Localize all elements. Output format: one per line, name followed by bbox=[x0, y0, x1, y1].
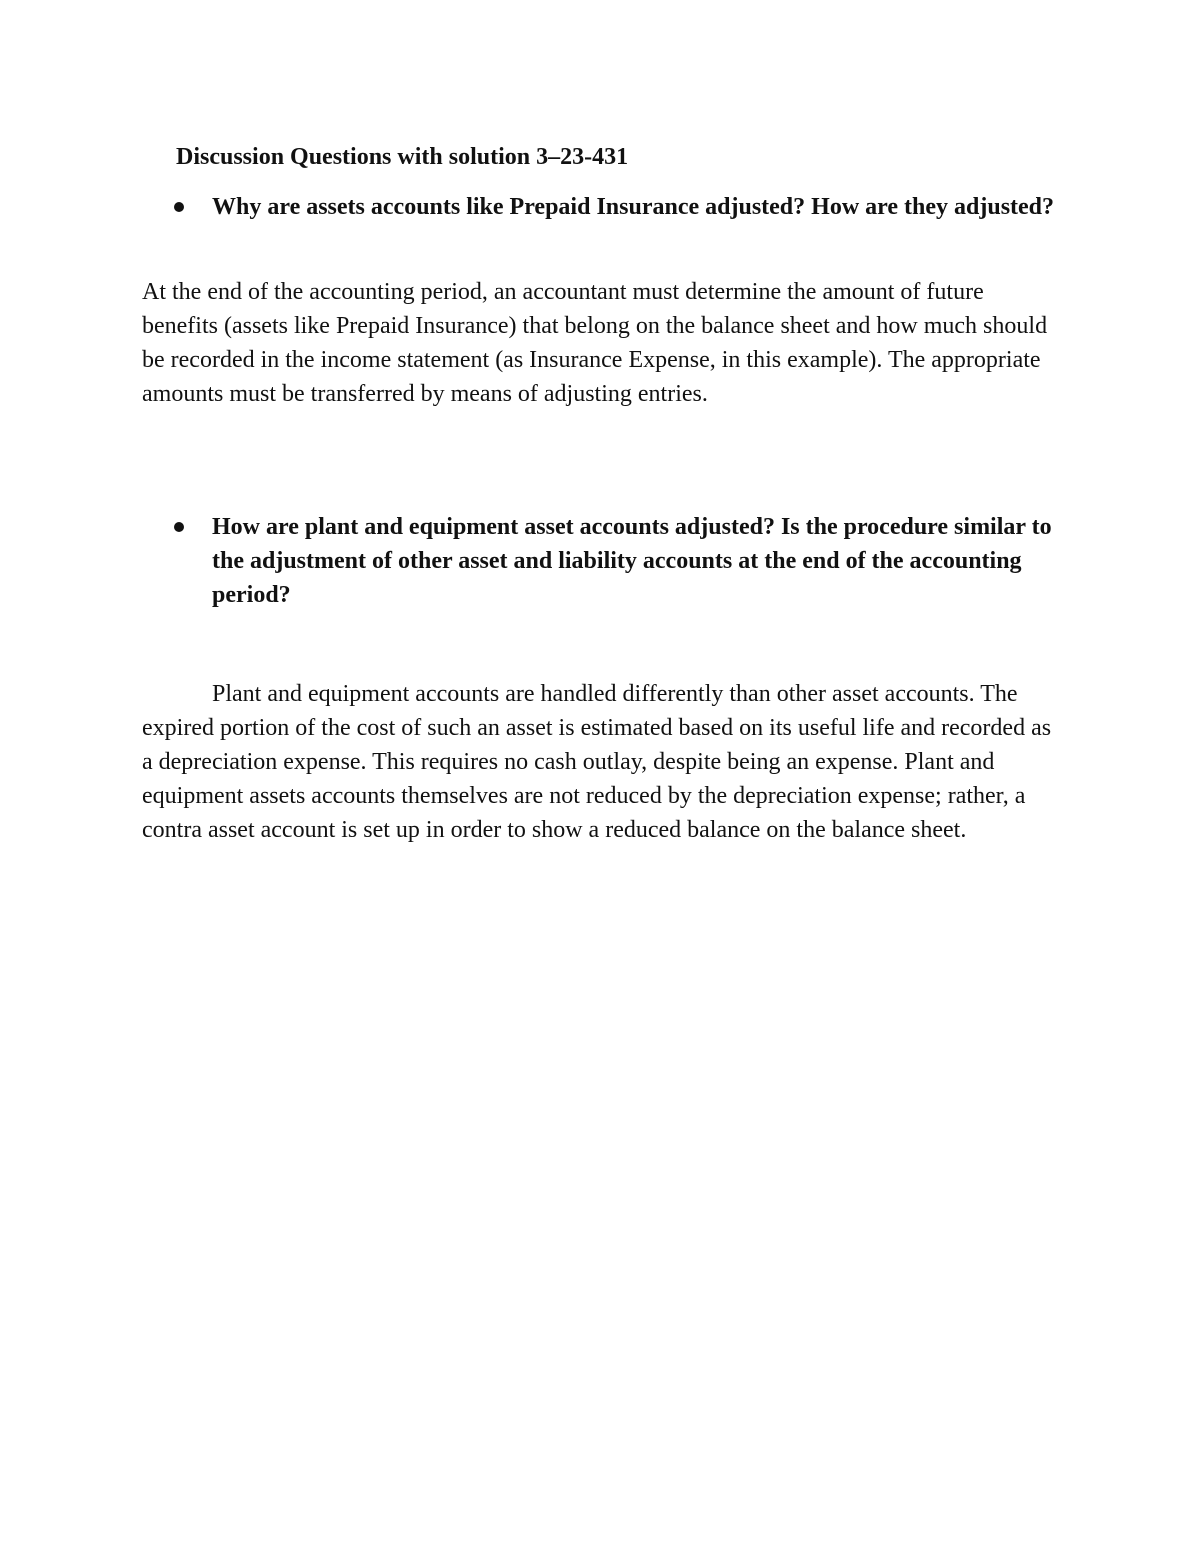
document-title: Discussion Questions with solution 3–23-431 bbox=[176, 144, 629, 170]
question-2-text: How are plant and equipment asset accounts adjusted? Is the procedure similar to the adjustment of other asset and liability accounts at the end of the accounting period? bbox=[212, 514, 1052, 608]
question-2 bbox=[212, 510, 1072, 612]
question-1 bbox=[212, 190, 1072, 224]
answer-2: Plant and equipment accounts are handled differently than other asset accounts. The expired portion of the cost of such an asset is estimated based on its useful life and recorded as a depreciation expense. This requires no cash outlay, despite being an expense. Plant and equipment assets accounts themselves are not reduced by the depreciation expense; rather, a contra asset account is set up in order to show a reduced balance on the balance sheet. bbox=[142, 681, 1052, 843]
bullet-icon bbox=[174, 202, 184, 212]
answer-1: At the end of the accounting period, an accountant must determine the amount of future benefits (assets like Prepaid Insurance) that belong on the balance sheet and how much should be recorded in the income statement (as Insurance Expense, in this example). The appropriate amounts must be transferred by means of adjusting entries. bbox=[142, 279, 1048, 407]
bullet-icon bbox=[174, 522, 184, 532]
question-1-text: Why are assets accounts like Prepaid Insurance adjusted? How are they adjusted? bbox=[212, 194, 1055, 220]
